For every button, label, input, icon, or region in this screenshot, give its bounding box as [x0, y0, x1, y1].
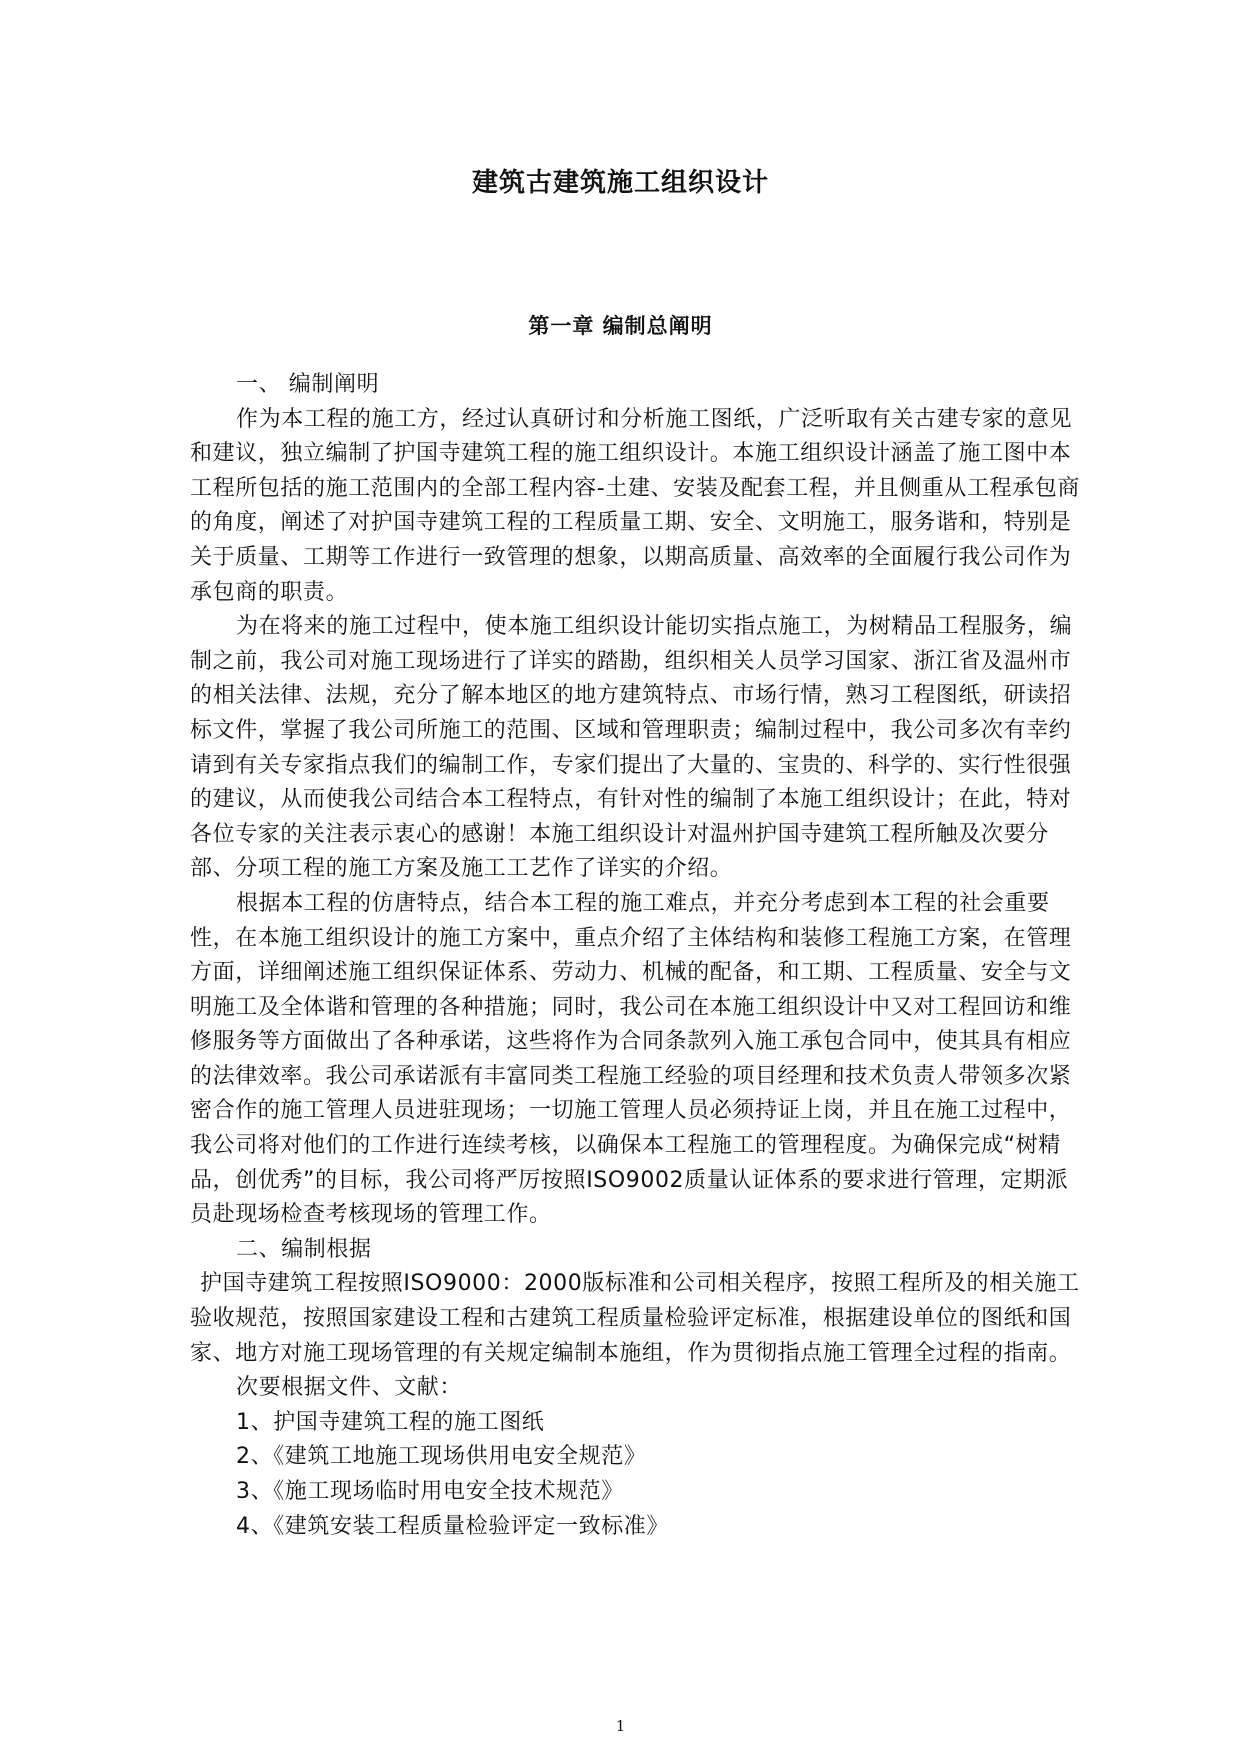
- reference-item: 1、护国寺建筑工程的施工图纸: [236, 1409, 545, 1435]
- document-body: [190, 368, 1080, 1544]
- references-intro: 次要根据文件、文献：: [236, 1375, 463, 1401]
- section-heading-2: 二、编制根据: [236, 1236, 372, 1262]
- document-title: 建筑古建筑施工组织设计: [471, 168, 769, 198]
- reference-item: 4、《建筑安装工程质量检验评定一致标准》: [236, 1513, 669, 1539]
- paragraph-3: 根据本工程的仿唐特点，结合本工程的施工难点，并充分考虑到本工程的社会重要性，在本施工组织设计的施工方案中，重点介绍了主体结构和装修工程施工方案，在管理方面，详细阐述施工组织保证体系、劳动力、机械的配备，和工期、工程质量、安全与文明施工及全体谐和管理的各种措施；同时，我公司在本施工组织设计中又对工程回访和维修服务等方面做出了各种承诺，这些将作为合同条款列入施工承包合同中，使其具有相应的法律效率。我公司承诺派有丰富同类工程施工经验的项目经理和技术负责人带领多次紧密合作的施工管理人员进驻现场；一切施工管理人员必须持证上岗，并且在施工过程中，我公司将对他们的工作进行连续考核，以确保本工程施工的管理程度。为确保完成“树精品，创优秀”的目标，我公司将严厉按照ISO9002质量认证体系的要求进行管理，定期派员赴现场检查考核现场的管理工作。: [190, 890, 1072, 1228]
- references-list: [190, 1406, 1080, 1544]
- paragraph-1: 作为本工程的施工方，经过认真研讨和分析施工图纸，广泛听取有关古建专家的意见和建议，独立编制了护国寺建筑工程的施工组织设计。本施工组织设计涵盖了施工图中本工程所包括的施工范围内的全部工程内容-土建、安装及配套工程，并且侧重从工程承包商的角度，阐述了对护国寺建筑工程的工程质量工期、安全、文明施工，服务谐和，特别是关于质量、工期等工作进行一致管理的想象，以期高质量、高效率的全面履行我公司作为承包商的职责。: [190, 406, 1080, 605]
- chapter-title: 第一章 编制总阐明: [528, 314, 713, 338]
- section-heading-1: 一、 编制阐明: [236, 372, 380, 397]
- reference-item: 3、《施工现场临时用电安全技术规范》: [236, 1479, 624, 1504]
- page-number: 1: [615, 1717, 626, 1735]
- reference-item: 2、《建筑工地施工现场供用电安全规范》: [236, 1444, 647, 1470]
- paragraph-4: 护国寺建筑工程按照ISO9000：2000版标准和公司相关程序，按照工程所及的相关施工验收规范，按照国家建设工程和古建筑工程质量检验评定标准，根据建设单位的图纸和国家、地方对施工现场管理的有关规定编制本施组，作为贯彻指点施工管理全过程的指南。: [190, 1271, 1080, 1366]
- paragraph-2: 为在将来的施工过程中，使本施工组织设计能切实指点施工，为树精品工程服务，编制之前，我公司对施工现场进行了详实的踏勘，组织相关人员学习国家、浙江省及温州市的相关法律、法规，充分了解本地区的地方建筑特点、市场行情，熟习工程图纸，研读招标文件，掌握了我公司所施工的范围、区域和管理职责；编制过程中，我公司多次有幸约请到有关专家指点我们的编制工作，专家们提出了大量的、宝贵的、科学的、实行性很强的建议，从而使我公司结合本工程特点，有针对性的编制了本施工组织设计；在此，特对各位专家的关注表示衷心的感谢！本施工组织设计对温州护国寺建筑工程所触及次要分部、分项工程的施工方案及施工工艺作了详实的介绍。: [190, 614, 1073, 882]
